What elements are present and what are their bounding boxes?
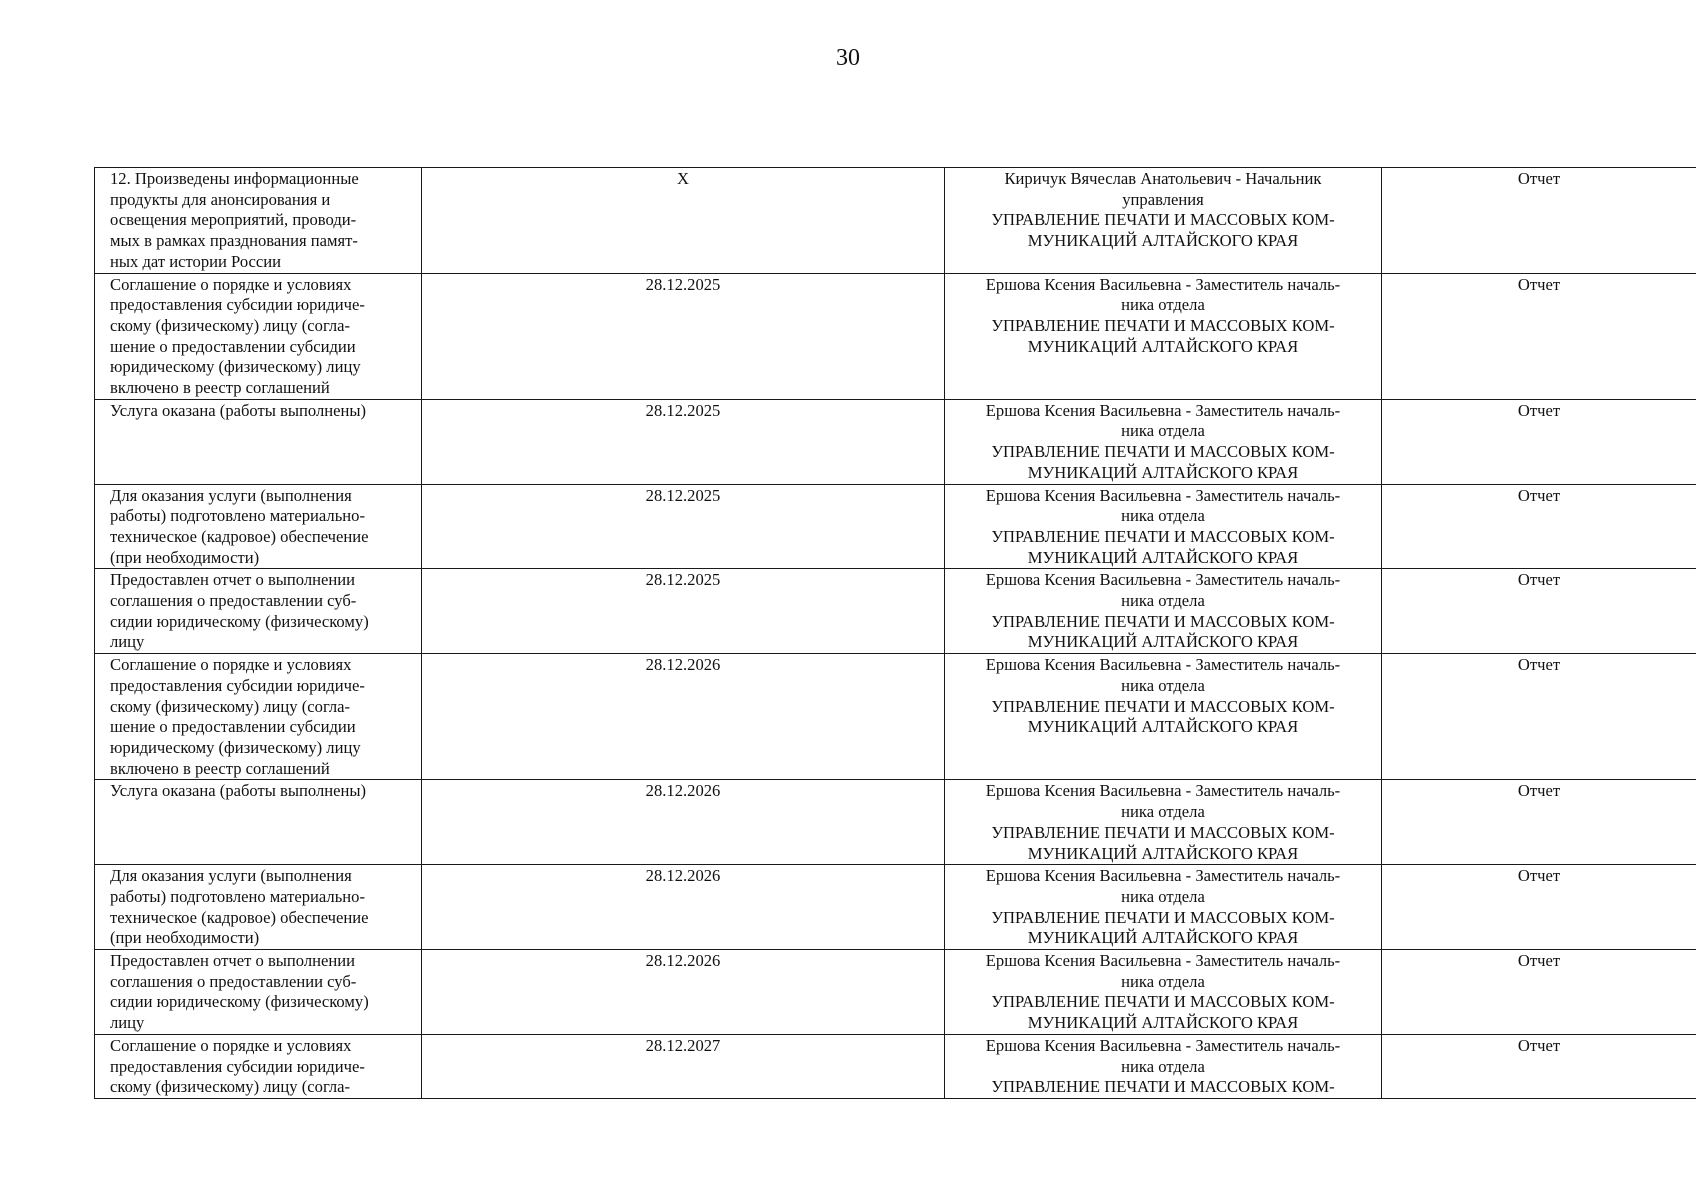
description-line: продукты для анонсирования и: [110, 189, 331, 209]
organization-line: УПРАВЛЕНИЕ ПЕЧАТИ И МАССОВЫХ КОМ-: [991, 442, 1335, 462]
organization-line: УПРАВЛЕНИЕ ПЕЧАТИ И МАССОВЫХ КОМ-: [991, 1077, 1335, 1097]
document-cell: [1382, 780, 1696, 865]
responsible-person-line: ника отдела: [1121, 421, 1205, 441]
responsible-person-line: ника отдела: [1121, 802, 1205, 822]
organization-line: УПРАВЛЕНИЕ ПЕЧАТИ И МАССОВЫХ КОМ-: [991, 315, 1335, 335]
organization-line: МУНИКАЦИЙ АЛТАЙСКОГО КРАЯ: [1027, 462, 1299, 482]
description-cell: [95, 399, 422, 484]
description-line: Предоставлен отчет о выполнении: [110, 951, 356, 971]
description-line: шение о предоставлении субсидии: [110, 717, 356, 737]
control-date: 28.12.2025: [645, 570, 721, 590]
table-row: [95, 1034, 1696, 1098]
description-cell: [95, 168, 422, 274]
document-type: Отчет: [1517, 570, 1561, 590]
date-cell: [422, 484, 945, 569]
table-row: [95, 273, 1696, 399]
document-type: Отчет: [1517, 169, 1561, 188]
control-date: X: [677, 169, 689, 188]
responsible-person-line: Ершова Ксения Васильевна - Заместитель началь-: [985, 274, 1341, 294]
organization-line: МУНИКАЦИЙ АЛТАЙСКОГО КРАЯ: [1027, 1013, 1299, 1033]
date-cell: [422, 950, 945, 1035]
description-line: (при необходимости): [110, 928, 260, 948]
date-cell: [422, 399, 945, 484]
date-cell: [422, 569, 945, 654]
responsible-person-line: Ершова Ксения Васильевна - Заместитель началь-: [985, 485, 1341, 505]
organization-line: УПРАВЛЕНИЕ ПЕЧАТИ И МАССОВЫХ КОМ-: [991, 822, 1335, 842]
organization-line: МУНИКАЦИЙ АЛТАЙСКОГО КРАЯ: [1027, 717, 1299, 737]
description-line: сидии юридическому (физическому): [110, 992, 369, 1012]
responsible-person-line: управления: [1122, 189, 1204, 209]
responsible-cell: [945, 484, 1382, 569]
responsible-person-line: ника отдела: [1121, 675, 1205, 695]
table-body: [95, 168, 1696, 1099]
description-line: Для оказания услуги (выполнения: [110, 485, 352, 505]
organization-line: УПРАВЛЕНИЕ ПЕЧАТИ И МАССОВЫХ КОМ-: [991, 907, 1335, 927]
description-line: юридическому (физическому) лицу: [110, 737, 361, 757]
responsible-person-line: ника отдела: [1121, 886, 1205, 906]
description-line: ных дат истории России: [110, 251, 282, 271]
description-line: предоставления субсидии юридиче-: [110, 675, 365, 695]
organization-line: МУНИКАЦИЙ АЛТАЙСКОГО КРАЯ: [1027, 336, 1299, 356]
responsible-cell: [945, 780, 1382, 865]
organization-line: УПРАВЛЕНИЕ ПЕЧАТИ И МАССОВЫХ КОМ-: [991, 611, 1335, 631]
control-date: 28.12.2026: [645, 781, 721, 801]
date-cell: [422, 780, 945, 865]
organization-line: МУНИКАЦИЙ АЛТАЙСКОГО КРАЯ: [1027, 928, 1299, 948]
table-row: [95, 484, 1696, 569]
responsible-person-line: Ершова Ксения Васильевна - Заместитель началь-: [985, 951, 1341, 971]
document-type: Отчет: [1517, 1035, 1561, 1055]
description-line: лицу: [110, 1013, 145, 1033]
document-cell: [1382, 484, 1696, 569]
description-line: предоставления субсидии юридиче-: [110, 1056, 365, 1076]
description-line: Соглашение о порядке и условиях: [110, 655, 352, 675]
document-type: Отчет: [1517, 485, 1561, 505]
description-line: работы) подготовлено материально-: [110, 506, 365, 526]
document-cell: [1382, 950, 1696, 1035]
responsible-cell: [945, 865, 1382, 950]
description-cell: [95, 484, 422, 569]
description-line: скому (физическому) лицу (согла-: [110, 1077, 351, 1097]
responsible-person-line: ника отдела: [1121, 591, 1205, 611]
table-row: [95, 865, 1696, 950]
description-line: техническое (кадровое) обеспечение: [110, 526, 369, 546]
document-type: Отчет: [1517, 400, 1561, 420]
organization-line: МУНИКАЦИЙ АЛТАЙСКОГО КРАЯ: [1027, 547, 1299, 567]
responsible-person-line: Ершова Ксения Васильевна - Заместитель началь-: [985, 781, 1341, 801]
control-date: 28.12.2027: [645, 1035, 721, 1055]
description-line: мых в рамках празднования памят-: [110, 231, 358, 251]
responsible-person-line: ника отдела: [1121, 295, 1205, 315]
document-cell: [1382, 399, 1696, 484]
responsible-cell: [945, 569, 1382, 654]
responsible-person-line: ника отдела: [1121, 506, 1205, 526]
organization-line: УПРАВЛЕНИЕ ПЕЧАТИ И МАССОВЫХ КОМ-: [991, 696, 1335, 716]
document-type: Отчет: [1517, 866, 1561, 886]
description-line: соглашения о предоставлении суб-: [110, 591, 357, 611]
description-cell: [95, 1034, 422, 1098]
responsible-cell: [945, 399, 1382, 484]
date-cell: [422, 654, 945, 780]
table-row: [95, 950, 1696, 1035]
document-cell: [1382, 273, 1696, 399]
document-type: Отчет: [1517, 951, 1561, 971]
description-line: Соглашение о порядке и условиях: [110, 1035, 352, 1055]
responsible-person-line: Ершова Ксения Васильевна - Заместитель началь-: [985, 400, 1341, 420]
description-line: освещения мероприятий, проводи-: [110, 210, 357, 230]
date-cell: [422, 1034, 945, 1098]
description-line: 12. Произведены информационные: [110, 169, 359, 188]
description-cell: [95, 273, 422, 399]
date-cell: [422, 865, 945, 950]
document-cell: [1382, 168, 1696, 274]
description-line: предоставления субсидии юридиче-: [110, 295, 365, 315]
responsible-cell: [945, 168, 1382, 274]
description-cell: [95, 780, 422, 865]
responsible-person-line: Ершова Ксения Васильевна - Заместитель началь-: [985, 866, 1341, 886]
description-line: скому (физическому) лицу (согла-: [110, 696, 351, 716]
date-cell: [422, 168, 945, 274]
responsible-person-line: Ершова Ксения Васильевна - Заместитель началь-: [985, 655, 1341, 675]
description-line: скому (физическому) лицу (согла-: [110, 315, 351, 335]
organization-line: МУНИКАЦИЙ АЛТАЙСКОГО КРАЯ: [1027, 843, 1299, 863]
description-cell: [95, 569, 422, 654]
description-line: Услуга оказана (работы выполнены): [110, 781, 367, 801]
control-date: 28.12.2025: [645, 400, 721, 420]
description-line: техническое (кадровое) обеспечение: [110, 907, 369, 927]
document-cell: [1382, 654, 1696, 780]
organization-line: МУНИКАЦИЙ АЛТАЙСКОГО КРАЯ: [1027, 632, 1299, 652]
description-line: включено в реестр соглашений: [110, 378, 330, 398]
description-line: работы) подготовлено материально-: [110, 886, 365, 906]
document-cell: [1382, 569, 1696, 654]
control-date: 28.12.2025: [645, 485, 721, 505]
description-line: Услуга оказана (работы выполнены): [110, 400, 367, 420]
date-cell: [422, 273, 945, 399]
description-cell: [95, 654, 422, 780]
description-line: Предоставлен отчет о выполнении: [110, 570, 356, 590]
table-row: [95, 168, 1696, 274]
organization-line: УПРАВЛЕНИЕ ПЕЧАТИ И МАССОВЫХ КОМ-: [991, 526, 1335, 546]
responsible-person-line: ника отдела: [1121, 971, 1205, 991]
events-table: [94, 167, 1696, 1099]
description-line: включено в реестр соглашений: [110, 758, 330, 778]
table-row: [95, 569, 1696, 654]
organization-line: УПРАВЛЕНИЕ ПЕЧАТИ И МАССОВЫХ КОМ-: [991, 210, 1335, 230]
responsible-cell: [945, 654, 1382, 780]
document-type: Отчет: [1517, 655, 1561, 675]
page-number: 30: [836, 45, 860, 71]
control-date: 28.12.2026: [645, 866, 721, 886]
description-line: Соглашение о порядке и условиях: [110, 274, 352, 294]
table-row: [95, 654, 1696, 780]
description-line: шение о предоставлении субсидии: [110, 336, 356, 356]
responsible-person-line: Ершова Ксения Васильевна - Заместитель началь-: [985, 570, 1341, 590]
document-type: Отчет: [1517, 274, 1561, 294]
organization-line: МУНИКАЦИЙ АЛТАЙСКОГО КРАЯ: [1027, 231, 1299, 251]
table-row: [95, 780, 1696, 865]
responsible-person-line: Киричук Вячеслав Анатольевич - Начальник: [1004, 169, 1322, 188]
control-date: 28.12.2026: [645, 655, 721, 675]
responsible-person-line: ника отдела: [1121, 1056, 1205, 1076]
description-cell: [95, 865, 422, 950]
responsible-cell: [945, 1034, 1382, 1098]
description-line: юридическому (физическому) лицу: [110, 357, 361, 377]
responsible-cell: [945, 273, 1382, 399]
description-line: Для оказания услуги (выполнения: [110, 866, 352, 886]
description-cell: [95, 950, 422, 1035]
control-date: 28.12.2026: [645, 951, 721, 971]
responsible-person-line: Ершова Ксения Васильевна - Заместитель началь-: [985, 1035, 1341, 1055]
description-line: сидии юридическому (физическому): [110, 611, 369, 631]
description-line: соглашения о предоставлении суб-: [110, 971, 357, 991]
description-line: (при необходимости): [110, 547, 260, 567]
control-date: 28.12.2025: [645, 274, 721, 294]
responsible-cell: [945, 950, 1382, 1035]
table-row: [95, 399, 1696, 484]
document-type: Отчет: [1517, 781, 1561, 801]
document-cell: [1382, 1034, 1696, 1098]
organization-line: УПРАВЛЕНИЕ ПЕЧАТИ И МАССОВЫХ КОМ-: [991, 992, 1335, 1012]
document-cell: [1382, 865, 1696, 950]
description-line: лицу: [110, 632, 145, 652]
